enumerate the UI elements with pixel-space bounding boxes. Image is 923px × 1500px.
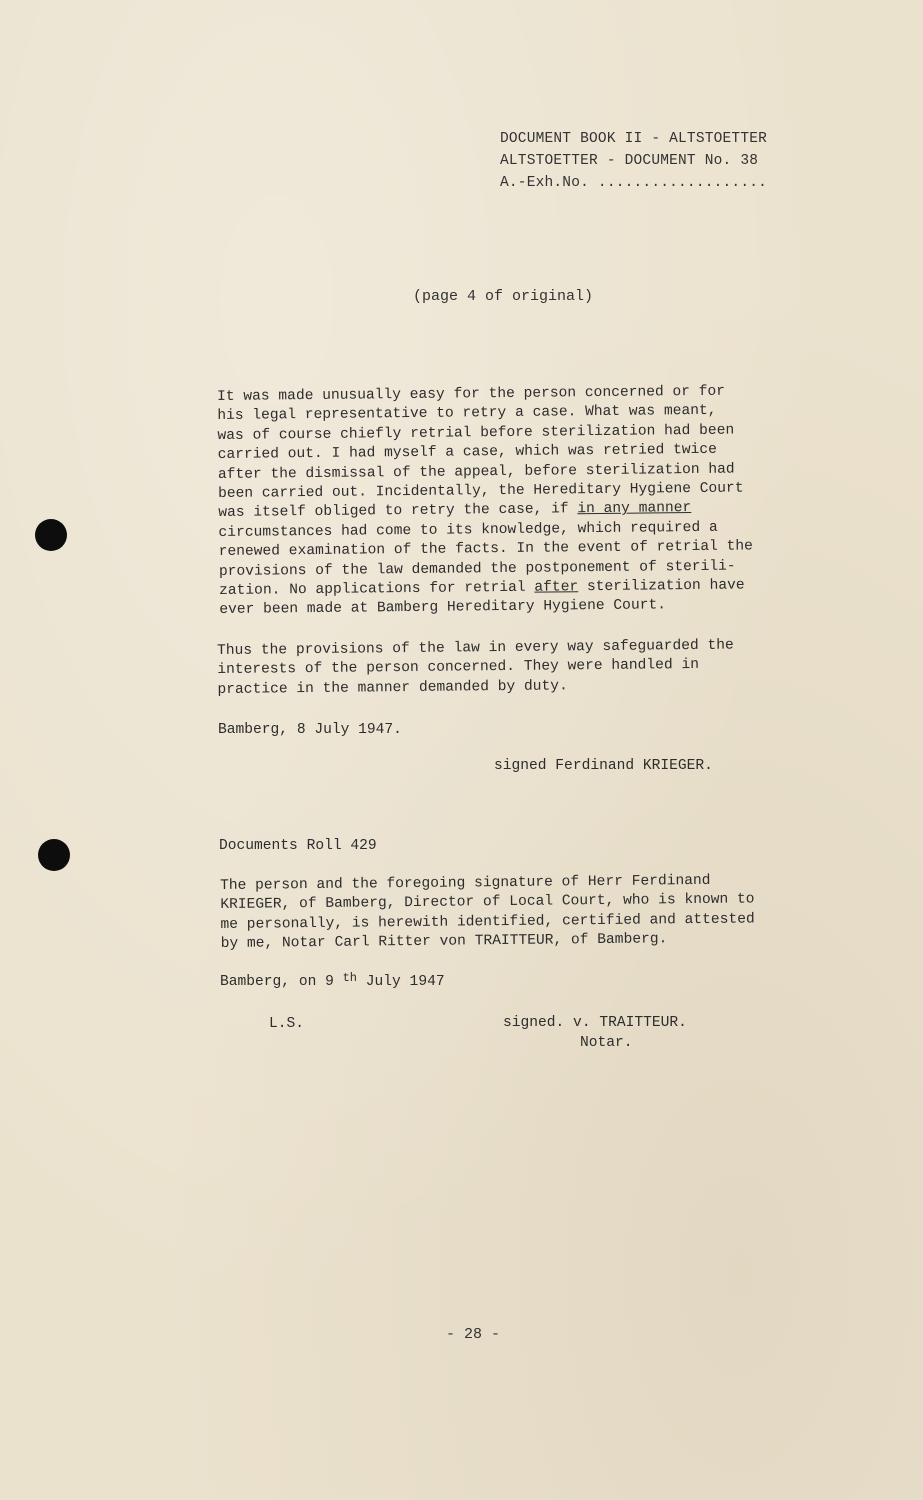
text-line: provisions of the law demanded the postponement of sterili- <box>218 558 736 580</box>
text-line: was of course chiefly retrial before sterilization had been <box>217 422 735 444</box>
header-line-3: A.-Exh.No. ................... <box>500 175 768 191</box>
paragraph-safeguard <box>217 637 734 701</box>
text-span: zation. No applications for retrial <box>219 579 535 600</box>
notar-title: Notar. <box>580 1035 633 1051</box>
header-line-1: DOCUMENT BOOK II - ALTSTOETTER <box>500 131 768 147</box>
page-number: - 28 - <box>446 1326 501 1343</box>
text-line: Thus the provisions of the law in every way safeguarded the <box>217 637 734 659</box>
signature-krieger: signed Ferdinand KRIEGER. <box>494 758 713 774</box>
text-line: carried out. I had myself a case, which was retried twice <box>217 441 717 464</box>
page-note: (page 4 of original) <box>413 288 594 305</box>
documents-roll: Documents Roll 429 <box>219 838 377 854</box>
text-line: been carried out. Incidentally, the Hereditary Hygiene Court <box>218 480 744 503</box>
text-line: It was made unusually easy for the person concerned or for <box>217 383 726 405</box>
document-header <box>500 128 767 194</box>
text-line: renewed examination of the facts. In the event of retrial the <box>218 538 753 561</box>
paragraph-certification <box>220 871 755 954</box>
signature-traitteur: signed. v. TRAITTEUR. <box>503 1015 687 1031</box>
text-line: KRIEGER, of Bamberg, Director of Local Court, who is known to <box>220 891 755 914</box>
text-line: ever been made at Bamberg Hereditary Hygiene Court. <box>219 597 667 619</box>
text-line: after the dismissal of the appeal, before sterilization had <box>217 461 735 483</box>
text-line: practice in the manner demanded by duty. <box>217 678 568 698</box>
text-span: sterilization have <box>578 577 745 596</box>
text-line: by me, Notar Carl Ritter von TRAITTEUR, of Bamberg. <box>220 931 668 953</box>
underlined-phrase: after <box>534 579 579 596</box>
header-line-2: ALTSTOETTER - DOCUMENT No. 38 <box>500 153 759 169</box>
underlined-phrase: in any manner <box>577 500 692 518</box>
certification-date <box>220 971 445 990</box>
seal-mark: L.S. <box>269 1016 305 1032</box>
date-prefix: Bamberg, on 9 <box>220 974 343 990</box>
punch-hole <box>35 519 67 551</box>
text-line: me personally, is herewith identified, certified and attested <box>220 911 755 933</box>
text-line: circumstances had come to its knowledge, which required a <box>218 519 718 541</box>
date-suffix: July 1947 <box>357 974 445 990</box>
text-span: was itself obliged to retry the case, if <box>218 501 578 522</box>
text-line: his legal representative to retry a case. What was meant, <box>217 403 717 425</box>
punch-hole <box>38 839 70 871</box>
place-date: Bamberg, 8 July 1947. <box>218 722 402 738</box>
paragraph-retrial <box>217 382 754 620</box>
date-ordinal: th <box>342 971 358 985</box>
text-line: interests of the person concerned. They were handled in <box>217 657 700 679</box>
text-line: The person and the foregoing signature of Herr Ferdinand <box>220 872 711 894</box>
